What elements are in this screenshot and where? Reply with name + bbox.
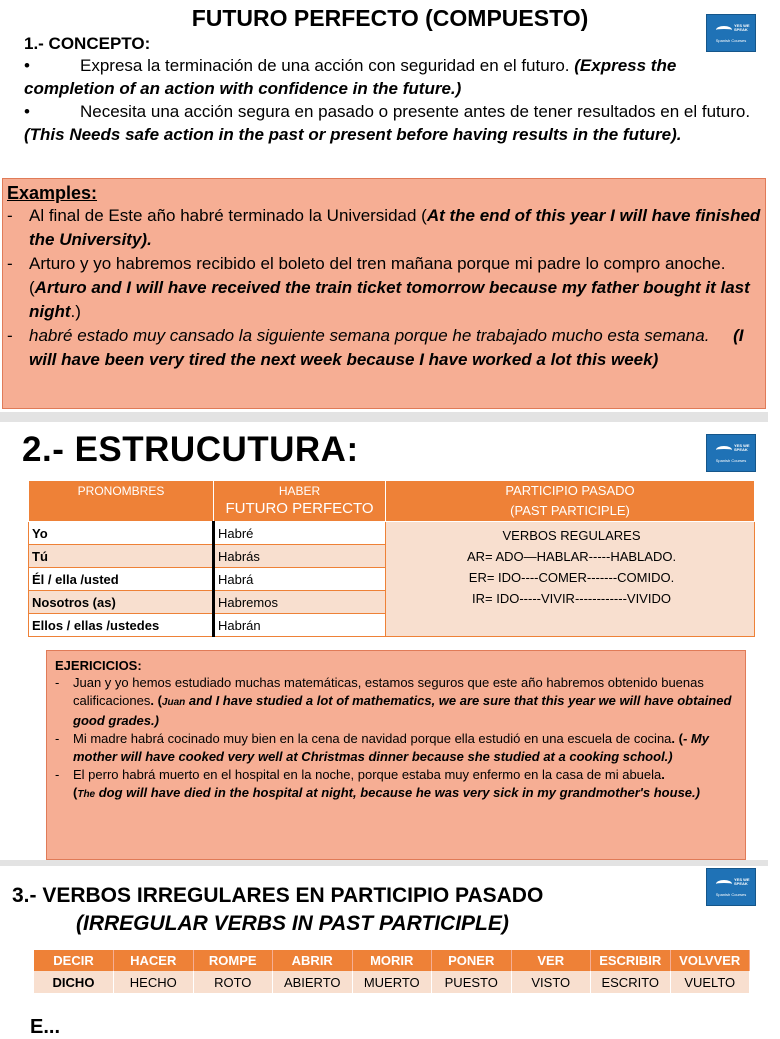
verb-header: DECIR xyxy=(34,950,114,971)
exercise-en-open: ( xyxy=(153,693,162,708)
table-row xyxy=(29,522,755,545)
example-tail: .) xyxy=(70,302,81,321)
slide-irregulares xyxy=(0,866,768,1038)
school-logo xyxy=(706,868,756,906)
slide-estructura xyxy=(0,422,768,860)
exercise-item xyxy=(55,674,735,730)
verb-header: ABRIR xyxy=(273,950,353,971)
bullet-es: Necesita una acción segura en pasado o presente antes de tener resultados en el futuro. xyxy=(80,102,751,121)
haber-cell: Habrá xyxy=(214,568,386,591)
bullet-marker: • xyxy=(24,102,30,121)
exercise-es: Mi madre habrá cocinado muy bien en la cena de navidad porque ella estudió en una escuela de cocina xyxy=(73,731,672,746)
bullet-es: Expresa la terminación de una acción con seguridad en el futuro. xyxy=(80,56,575,75)
example-item xyxy=(7,204,761,252)
verb-header: PONER xyxy=(432,950,512,971)
slide1-title: FUTURO PERFECTO (COMPUESTO) xyxy=(191,5,589,31)
example-en: At the end of this year I will have finished the University). xyxy=(29,206,761,249)
logo-line2: Spanish Courses xyxy=(715,892,747,897)
verb-header: VER xyxy=(511,950,591,971)
exercise-en-open: ( xyxy=(675,731,683,746)
wave-icon xyxy=(716,880,732,888)
structure-table xyxy=(28,480,755,637)
pronoun-cell: Él / ella /usted xyxy=(29,568,214,591)
exercise-en: and I have studied a lot of mathematics, we are sure that this year we will have obtained good grades.) xyxy=(73,693,732,728)
participle-cell: ESCRITO xyxy=(591,971,671,993)
school-logo xyxy=(706,434,756,472)
haber-cell: Habrán xyxy=(214,614,386,637)
pronoun-cell: Yo xyxy=(29,522,214,545)
slide3-subtitle: (IRREGULAR VERBS IN PAST PARTICIPLE) xyxy=(76,912,509,935)
slide2-title: 2.- ESTRUCUTURA: xyxy=(22,430,359,469)
verb-header: ESCRIBIR xyxy=(591,950,671,971)
example-item xyxy=(7,324,761,372)
exercises-title: EJERICICIOS: xyxy=(55,658,142,673)
concepto-bullets xyxy=(24,54,754,146)
example-dash: - xyxy=(7,254,13,273)
verbs-line: IR= IDO-----VIVIR------------VIVIDO xyxy=(472,591,671,606)
structure-header-row xyxy=(29,481,755,522)
example-es: Al final de Este año habré terminado la Universidad ( xyxy=(29,206,427,225)
participle-cell: DICHO xyxy=(34,971,114,993)
logo-line1: YES WE SPEAK xyxy=(734,877,750,886)
bullet-en: (This Needs safe action in the past or present before having results in the future). xyxy=(24,125,682,144)
participle-cell: MUERTO xyxy=(352,971,432,993)
participle-cell: ROTO xyxy=(193,971,273,993)
example-en: Arturo and I will have received the train ticket tomorrow because my father bought it last night xyxy=(29,278,750,321)
bullet-en: (Express the completion of an action with confidence in the future.) xyxy=(24,56,677,98)
verbs-line: AR= ADO—HABLAR-----HABLADO. xyxy=(466,549,677,564)
header-participio xyxy=(386,481,755,522)
pronoun-cell: Tú xyxy=(29,545,214,568)
header-participio-line2: (PAST PARTICIPLE) xyxy=(510,503,630,518)
participle-cell: ABIERTO xyxy=(273,971,353,993)
verb-header: MORIR xyxy=(352,950,432,971)
slide3-title: 3.- VERBOS IRREGULARES EN PARTICIPIO PASADO xyxy=(12,884,544,907)
exercise-en: - My mother will have cooked very well at Christmas dinner because she studied at a cooking school.) xyxy=(73,731,709,764)
example-item xyxy=(7,252,761,324)
concepto-label: 1.- CONCEPTO: xyxy=(24,34,151,53)
participle-cell: HECHO xyxy=(114,971,194,993)
exercise-en-small: Juan xyxy=(161,697,186,708)
exercise-es: Juan y yo hemos estudiado muchas matemáticas, estamos seguros que este año habremos obtenido buenas calificaciones xyxy=(73,675,704,708)
header-haber-large: FUTURO PERFECTO xyxy=(225,500,374,517)
examples-title: Examples: xyxy=(7,183,98,203)
exercises-box xyxy=(46,650,746,860)
logo-line1: YES WE SPEAK xyxy=(734,23,750,32)
haber-cell: Habremos xyxy=(214,591,386,614)
header-haber-small: HABER xyxy=(278,484,321,498)
exercise-en: dog will have died in the hospital at night, because he was very sick in my grandmother's house.) xyxy=(95,785,700,800)
pronoun-cell: Ellos / ellas /ustedes xyxy=(29,614,214,637)
verb-header: ROMPE xyxy=(193,950,273,971)
logo-line2: Spanish Courses xyxy=(715,38,747,43)
example-en: (I will have been very tired the next week because I have worked a lot this week) xyxy=(29,326,749,369)
haber-cell: Habré xyxy=(214,522,386,545)
exercise-item xyxy=(55,730,735,766)
example-dash: - xyxy=(7,206,13,225)
bullet-marker: • xyxy=(24,56,30,75)
logo-line1: YES WE SPEAK xyxy=(734,443,750,452)
haber-cell: Habrás xyxy=(214,545,386,568)
participle-cell: VISTO xyxy=(511,971,591,993)
exercise-es: El perro habrá muerto en el hospital en la noche, porque estaba muy enfermo en la casa de mi abuela xyxy=(73,767,662,782)
participle-cell: VUELTO xyxy=(670,971,750,993)
verbs-line: VERBOS REGULARES xyxy=(502,528,641,543)
logo-line2: Spanish Courses xyxy=(715,458,747,463)
example-es: habré estado muy cansado la siguiente semana porque he trabajado mucho esta semana. xyxy=(29,326,710,345)
exercise-item xyxy=(55,766,735,804)
exercise-dash: - xyxy=(55,675,60,690)
exercise-dash: - xyxy=(55,767,60,782)
verbs-line: ER= IDO----COMER-------COMIDO. xyxy=(468,570,675,585)
irregular-verbs-table xyxy=(34,950,750,993)
exercise-dot: . xyxy=(661,767,665,782)
wave-icon xyxy=(716,446,732,454)
participle-row xyxy=(34,971,750,993)
exercise-en-small: The xyxy=(77,789,96,800)
concepto-bullet xyxy=(24,100,754,146)
slide3-cutoff-text: E... xyxy=(30,1016,61,1038)
header-participio-line1: PARTICIPIO PASADO xyxy=(505,483,635,498)
example-es: Arturo y yo habremos recibido el boleto del tren mañana porque mi padre lo compro anoche. ( xyxy=(29,254,726,297)
participle-cell: PUESTO xyxy=(432,971,512,993)
exercise-dot: . xyxy=(150,693,154,708)
exercise-en-open: ( xyxy=(73,785,78,800)
slide-concepto xyxy=(0,0,768,412)
school-logo xyxy=(706,14,756,52)
header-pronombres: PRONOMBRES xyxy=(29,481,214,522)
concepto-bullet xyxy=(24,54,754,100)
pronoun-cell: Nosotros (as) xyxy=(29,591,214,614)
header-haber xyxy=(214,481,386,522)
regular-verbs-cell xyxy=(386,522,755,637)
example-dash: - xyxy=(7,326,13,345)
exercise-dot: . xyxy=(671,731,676,746)
slide-divider xyxy=(0,412,768,422)
wave-icon xyxy=(716,26,732,34)
irregular-header-row xyxy=(34,950,750,971)
examples-box xyxy=(2,178,766,409)
verb-header: VOLVVER xyxy=(670,950,750,971)
exercise-dash: - xyxy=(55,731,60,746)
verb-header: HACER xyxy=(114,950,194,971)
